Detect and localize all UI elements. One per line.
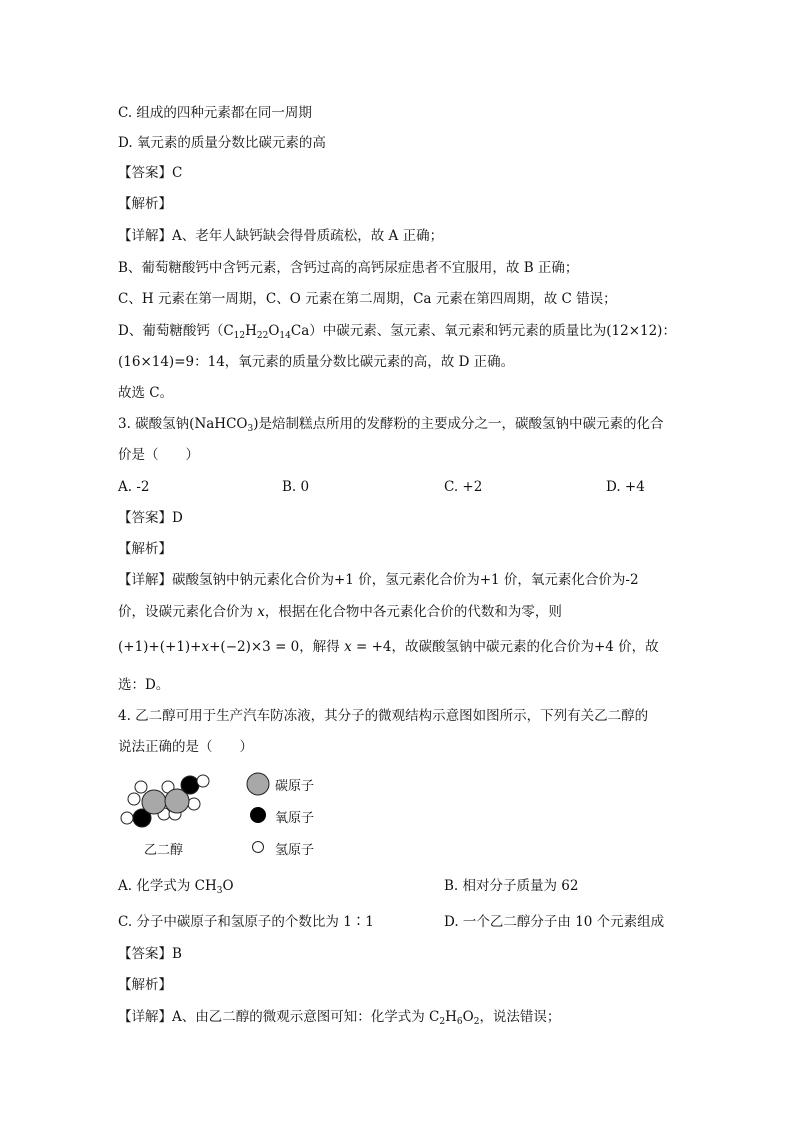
equation-left: (+1)+(+1)+: [118, 639, 202, 655]
hydrogen-atom: [121, 812, 133, 824]
answer-prev: 【答案】C: [118, 165, 183, 181]
subscript: 2: [439, 1017, 446, 1027]
variable-x: x: [257, 604, 265, 620]
q3-stem-line1: [118, 415, 664, 433]
subscript: 3: [247, 424, 254, 434]
q3-option-d: D. +4: [606, 479, 645, 495]
q4-detail-1-c: O: [462, 1009, 474, 1025]
detail-prev-1: 【详解】A、老年人缺钙缺会得骨质疏松，故 A 正确；: [118, 228, 444, 244]
q4-stem-line2: 说法正确的是（ ）: [118, 739, 253, 755]
q3-conclusion: 选：D。: [118, 677, 170, 693]
legend-carbon-icon: [247, 773, 269, 795]
detail-prev-4-b: H: [245, 323, 257, 339]
q4-analysis-heading: 【解析】: [118, 977, 172, 993]
q3-option-c: C. +2: [444, 479, 483, 495]
legend-hydrogen-icon: [253, 842, 264, 853]
q4-option-a: [118, 877, 234, 895]
q4-option-a-tail: O: [222, 878, 234, 894]
detail-prev-4-c: O: [268, 323, 280, 339]
legend-oxygen-icon: [250, 807, 266, 823]
option-c-prev: C. 组成的四种元素都在同一周期: [118, 105, 312, 121]
conclusion-prev: 故选 C。: [118, 385, 174, 401]
q3-detail-2-b: ，根据在化合物中各元素化合价的代数和为零，则: [264, 604, 562, 620]
subscript: 22: [256, 331, 269, 341]
legend-carbon-label: 碳原子: [275, 779, 315, 794]
q3-answer: 【答案】D: [118, 510, 183, 526]
subscript: 14: [279, 331, 291, 341]
q3-stem-line2: 价是（ ）: [118, 447, 199, 463]
q4-detail-1: [118, 1008, 560, 1026]
detail-prev-4: [118, 322, 676, 340]
molecule-model: [121, 775, 209, 827]
subscript: 3: [216, 886, 223, 896]
subscript: 2: [473, 1017, 480, 1027]
q3-analysis-heading: 【解析】: [118, 541, 172, 557]
q3-option-b: B. 0: [282, 479, 310, 495]
hydrogen-atom: [188, 798, 200, 810]
q4-answer: 【答案】B: [118, 946, 182, 962]
subscript: 6: [456, 1017, 463, 1027]
oxygen-atom: [181, 776, 199, 794]
q3-option-a: A. -2: [118, 479, 150, 495]
legend-oxygen-label: 氧原子: [275, 811, 315, 826]
hydrogen-atom: [135, 781, 147, 793]
variable-x: x: [201, 639, 210, 655]
ethylene-glycol-diagram: [118, 770, 348, 860]
q3-stem-b: )是焙制糕点所用的发酵粉的主要成分之一，碳酸氢钠中碳元素的化合: [253, 416, 664, 432]
q3-detail-2: [118, 603, 562, 621]
q4-detail-1-b: H: [445, 1009, 457, 1025]
detail-prev-2: B、葡萄糖酸钙中含钙元素，含钙过高的高钙尿症患者不宜服用，故 B 正确；: [118, 260, 579, 276]
q3-stem-a: 3. 碳酸氢钠(NaHCO: [118, 416, 248, 432]
detail-prev-4-a: D、葡萄糖酸钙（C: [118, 323, 234, 339]
q4-option-d: D. 一个乙二醇分子由 10 个元素组成: [444, 914, 665, 930]
option-d-prev: D. 氧元素的质量分数比碳元素的高: [118, 135, 326, 151]
equation-solution: = +4: [351, 639, 392, 655]
subscript: 12: [233, 331, 246, 341]
q4-detail-1-d: ，说法错误；: [479, 1009, 561, 1025]
q4-option-c: C. 分子中碳原子和氢原子的个数比为 1∶1: [118, 914, 374, 930]
detail-prev-5: (16×14)=9：14，氧元素的质量分数比碳元素的高，故 D 正确。: [118, 354, 515, 370]
q3-equation-line: [118, 638, 659, 656]
q4-option-a-text: A. 化学式为 CH: [118, 878, 217, 894]
carbon-atom: [142, 790, 166, 814]
hydrogen-atom: [128, 793, 140, 805]
equation-tail: ，故碳酸氢钠中碳元素的化合价为+4 价，故: [391, 639, 659, 655]
hydrogen-atom: [197, 775, 209, 787]
analysis-heading-prev: 【解析】: [118, 196, 172, 212]
q4-detail-1-a: 【详解】A、由乙二醇的微观示意图可知：化学式为 C: [118, 1009, 440, 1025]
legend-hydrogen-label: 氢原子: [275, 843, 315, 858]
equation-right: +(−2)×3 = 0: [209, 639, 300, 655]
diagram-caption: 乙二醇: [144, 843, 184, 858]
detail-prev-3: C、H 元素在第一周期，C、O 元素在第二周期，Ca 元素在第四周期，故 C 错误；: [118, 291, 617, 307]
q3-detail-1: 【详解】碳酸氢钠中钠元素化合价为+1 价，氢元素化合价为+1 价，氧元素化合价为-2: [118, 572, 639, 588]
q4-option-b: B. 相对分子质量为 62: [444, 878, 579, 894]
variable-x: x: [344, 639, 352, 655]
q4-stem-line1: 4. 乙二醇可用于生产汽车防冻液，其分子的微观结构示意图如图所示，下列有关乙二醇的: [118, 708, 649, 724]
detail-prev-4-d: Ca）中碳元素、氢元素、氧元素和钙元素的质量比为(12×12)：: [290, 323, 676, 339]
equation-mid: ，解得: [299, 639, 345, 655]
q3-detail-2-a: 价，设碳元素化合价为: [118, 604, 258, 620]
